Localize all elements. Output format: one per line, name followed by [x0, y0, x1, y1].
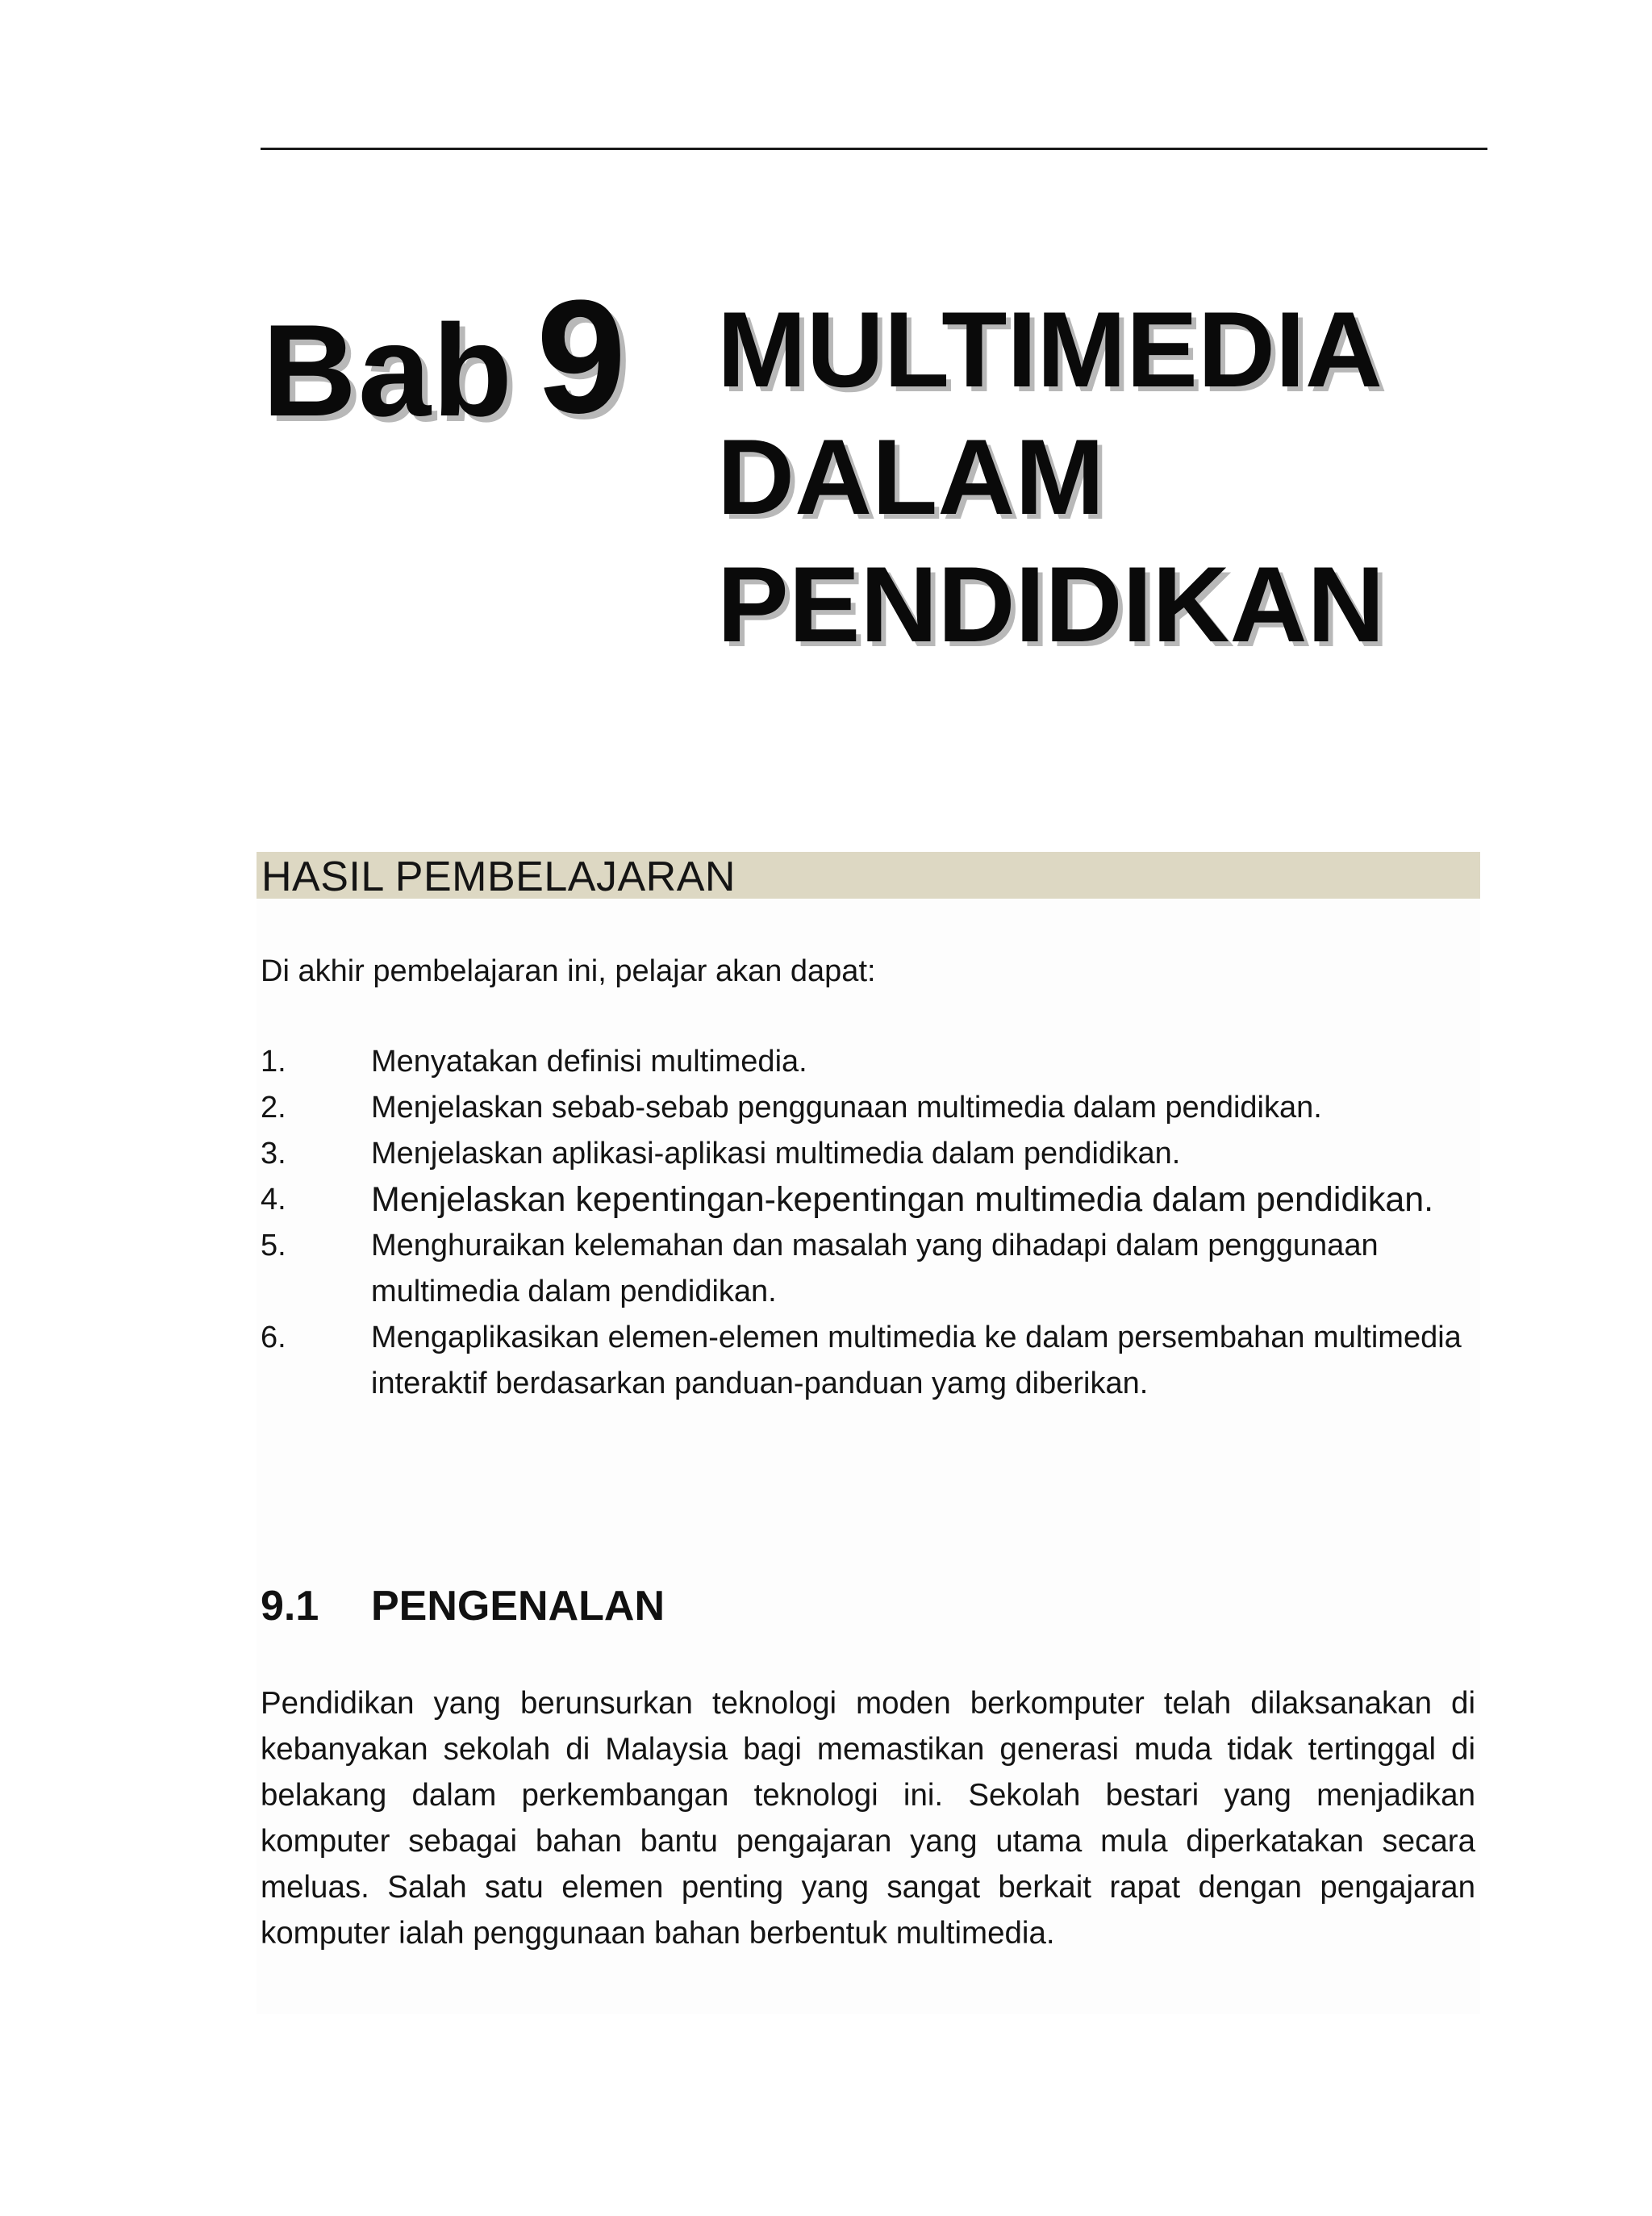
outcome-number: 6.	[261, 1321, 286, 1354]
learning-outcomes-header	[257, 852, 1480, 899]
outcome-number: 4.	[261, 1183, 286, 1217]
section-heading	[261, 1577, 665, 1635]
chapter-heading	[262, 267, 1521, 706]
chapter-title-line: PENDIDIKAN	[717, 545, 1385, 665]
outcome-number: 2.	[261, 1091, 286, 1125]
chapter-label: Bab	[262, 298, 515, 444]
chapter-number: 9	[536, 267, 627, 447]
learning-outcomes-title: HASIL PEMBELAJARAN	[261, 853, 736, 900]
section-number: 9.1	[261, 1583, 319, 1630]
outcome-number: 1.	[261, 1045, 286, 1079]
section-title: PENGENALAN	[371, 1583, 665, 1630]
chapter-title-line: DALAM	[717, 418, 1105, 537]
header-rule	[261, 148, 1487, 150]
outcome-item	[261, 1315, 1519, 1407]
chapter-title-line: MULTIMEDIA	[717, 290, 1383, 410]
chapter-title	[717, 286, 1508, 669]
outcome-list	[261, 1039, 1519, 1407]
outcome-item	[261, 1131, 1519, 1177]
outcome-item	[261, 1039, 1519, 1085]
outcome-text: Menjelaskan kepentingan-kepentingan multimedia dalam pendidikan.	[371, 1180, 1434, 1219]
outcome-text: Mengaplikasikan elemen-elemen multimedia ke dalam persembahan multimedia interaktif berdasarkan panduan-panduan yamg diberikan.	[371, 1321, 1462, 1400]
outcome-number: 3.	[261, 1137, 286, 1171]
outcomes-intro: Di akhir pembelajaran ini, pelajar akan dapat:	[261, 954, 876, 988]
outcome-item	[261, 1177, 1519, 1223]
outcome-number: 5.	[261, 1229, 286, 1262]
outcome-item	[261, 1223, 1519, 1315]
outcome-item	[261, 1085, 1519, 1131]
body-paragraph: Pendidikan yang berunsurkan teknologi moden berkomputer telah dilaksanakan di kebanyakan sekolah di Malaysia bagi memastikan generasi muda tidak tertinggal di belakang dalam perkembangan teknologi ini. Sekolah bestari yang menjadikan komputer sebagai bahan bantu pengajaran yang utama mula diperkatakan secara meluas. Salah satu elemen penting yang sangat berkait rapat dengan pengajaran komputer ialah penggunaan bahan berbentuk multimedia.	[261, 1686, 1475, 1951]
outcome-text: Menyatakan definisi multimedia.	[371, 1045, 807, 1079]
outcome-text: Menjelaskan sebab-sebab penggunaan multimedia dalam pendidikan.	[371, 1091, 1322, 1125]
outcome-text: Menjelaskan aplikasi-aplikasi multimedia dalam pendidikan.	[371, 1137, 1181, 1171]
outcome-text: Menghuraikan kelemahan dan masalah yang dihadapi dalam penggunaan multimedia dalam pendidikan.	[371, 1229, 1379, 1308]
